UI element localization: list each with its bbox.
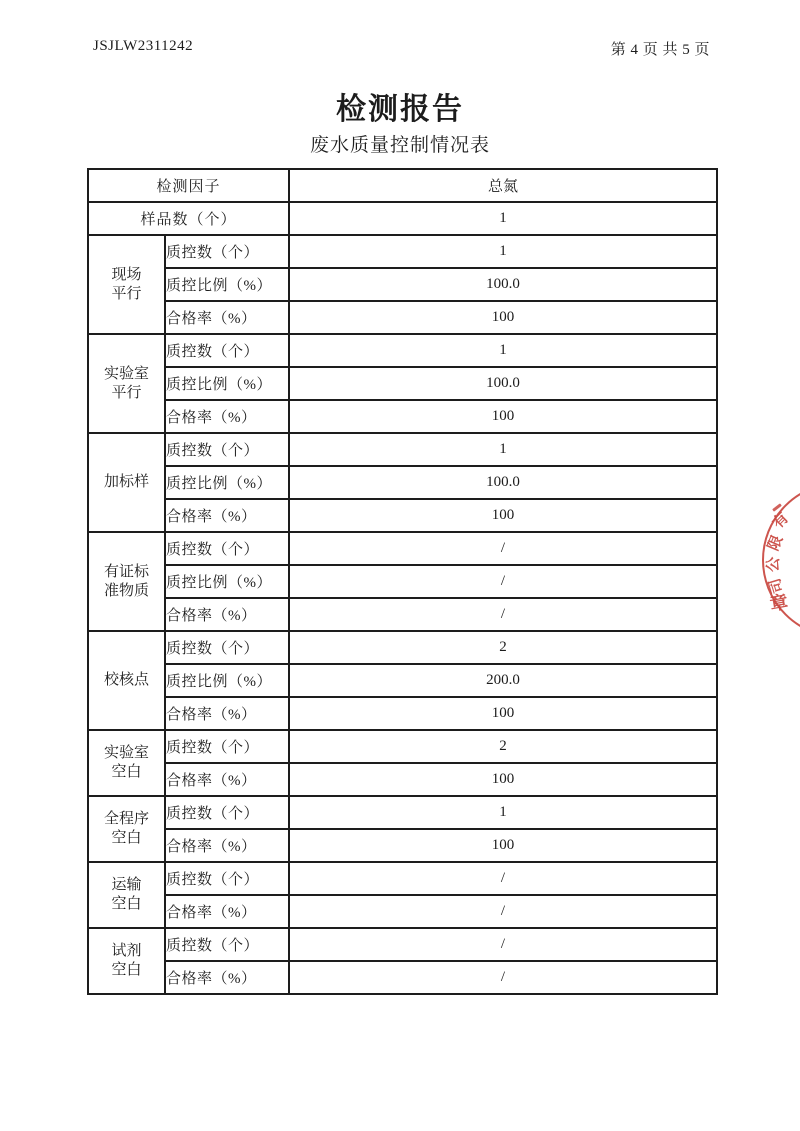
metric-label-cell: 质控比例（%） (165, 268, 289, 301)
table-row (88, 598, 717, 631)
group-cell (88, 235, 165, 334)
metric-label-cell: 质控数（个） (165, 862, 289, 895)
metric-value-cell: 2 (289, 730, 717, 763)
group-cell (88, 532, 165, 631)
group-label-line: 平行 (111, 285, 142, 302)
group-label-line: 有证标 (103, 563, 149, 580)
metric-label-cell: 合格率（%） (165, 895, 289, 928)
table-row (88, 928, 717, 961)
metric-value-cell: 100 (289, 499, 717, 532)
metric-value-cell: / (289, 895, 717, 928)
metric-value-cell: 100 (289, 829, 717, 862)
table-row (88, 796, 717, 829)
group-label-line: 空白 (111, 962, 142, 978)
metric-value-cell: 100 (289, 697, 717, 730)
metric-label-cell: 质控数（个） (165, 796, 289, 829)
metric-label-cell: 质控数（个） (165, 334, 289, 367)
table-row (88, 763, 717, 796)
group-cell (88, 730, 165, 796)
metric-value-cell: 100 (289, 763, 717, 796)
seal-character: 有 (770, 510, 793, 533)
metric-value-cell: 100.0 (289, 367, 717, 400)
metric-label-cell: 质控数（个） (165, 532, 289, 565)
table-row (88, 862, 717, 895)
metric-label-cell: 质控数（个） (165, 928, 289, 961)
seal-character: 章 (768, 591, 790, 615)
metric-label-cell: 合格率（%） (165, 598, 289, 631)
table-row (88, 367, 717, 400)
table-row (88, 664, 717, 697)
group-label-line: 准物质 (103, 582, 149, 599)
table-row (88, 895, 717, 928)
metric-label-cell: 质控比例（%） (165, 664, 289, 697)
table-row (88, 400, 717, 433)
group-cell (88, 862, 165, 928)
group-label-line: 实验室 (103, 745, 149, 761)
factor-row (88, 169, 717, 202)
table-row (88, 961, 717, 994)
table-row (88, 829, 717, 862)
table-row (88, 268, 717, 301)
metric-value-cell: 1 (289, 334, 717, 367)
group-label-line: 空白 (111, 764, 142, 780)
table-row (88, 532, 717, 565)
group-label-line: 平行 (111, 384, 142, 401)
table-row (88, 235, 717, 268)
metric-label-cell: 合格率（%） (165, 499, 289, 532)
metric-value-cell: / (289, 961, 717, 994)
group-cell (88, 334, 165, 433)
sample-count-row (88, 202, 717, 235)
metric-value-cell: 100 (289, 400, 717, 433)
qc-table (87, 168, 718, 995)
group-label-line: 加标样 (103, 474, 149, 490)
group-cell (88, 928, 165, 994)
group-label-line: 现场 (111, 266, 142, 283)
group-label-line: 实验室 (103, 365, 149, 382)
page-header (93, 38, 710, 59)
seal-character: 司 (767, 576, 787, 596)
group-label-line: 校核点 (103, 672, 149, 688)
metric-label-cell: 合格率（%） (165, 829, 289, 862)
metric-value-cell: 1 (289, 235, 717, 268)
table-row (88, 433, 717, 466)
table-row (88, 565, 717, 598)
metric-label-cell: 质控比例（%） (165, 565, 289, 598)
metric-value-cell: / (289, 598, 717, 631)
metric-value-cell: 2 (289, 631, 717, 664)
table-row (88, 697, 717, 730)
page-indicator: 第 4 页 共 5 页 (610, 42, 710, 58)
metric-label-cell: 合格率（%） (165, 961, 289, 994)
table-row (88, 301, 717, 334)
metric-label-cell: 质控比例（%） (165, 367, 289, 400)
metric-label-cell: 合格率（%） (165, 763, 289, 796)
group-cell (88, 631, 165, 730)
group-cell (88, 796, 165, 862)
table-caption: 废水质量控制情况表 (309, 135, 490, 156)
table-row (88, 334, 717, 367)
metric-label-cell: 质控数（个） (165, 235, 289, 268)
sample-count-row-value: 1 (289, 202, 717, 235)
factor-row-label: 检测因子 (88, 169, 289, 202)
seal-character: 公 (765, 556, 783, 573)
sample-count-row-label: 样品数（个） (88, 202, 289, 235)
metric-value-cell: / (289, 532, 717, 565)
metric-value-cell: 200.0 (289, 664, 717, 697)
table-row (88, 499, 717, 532)
factor-row-value: 总氮 (289, 169, 717, 202)
metric-value-cell: / (289, 565, 717, 598)
report-title: 检测报告 (336, 93, 464, 126)
group-label-line: 全程序 (103, 811, 149, 827)
metric-label-cell: 质控数（个） (165, 730, 289, 763)
group-label-line: 试剂 (111, 943, 142, 959)
group-cell (88, 433, 165, 532)
table-row (88, 730, 717, 763)
metric-value-cell: 100.0 (289, 466, 717, 499)
metric-value-cell: 100.0 (289, 268, 717, 301)
metric-label-cell: 合格率（%） (165, 697, 289, 730)
metric-value-cell: 1 (289, 796, 717, 829)
metric-label-cell: 质控数（个） (165, 631, 289, 664)
metric-value-cell: 100 (289, 301, 717, 334)
group-label-line: 空白 (111, 830, 142, 846)
metric-value-cell: 1 (289, 433, 717, 466)
metric-value-cell: / (289, 928, 717, 961)
table-row (88, 466, 717, 499)
group-label-line: 空白 (111, 896, 142, 912)
seal-character: 限 (765, 533, 787, 554)
metric-label-cell: 合格率（%） (165, 400, 289, 433)
table-row (88, 631, 717, 664)
document-number: JSJLW2311242 (93, 38, 194, 54)
group-label-line: 运输 (111, 877, 142, 893)
metric-label-cell: 质控比例（%） (165, 466, 289, 499)
metric-label-cell: 合格率（%） (165, 301, 289, 334)
metric-label-cell: 质控数（个） (165, 433, 289, 466)
metric-value-cell: / (289, 862, 717, 895)
